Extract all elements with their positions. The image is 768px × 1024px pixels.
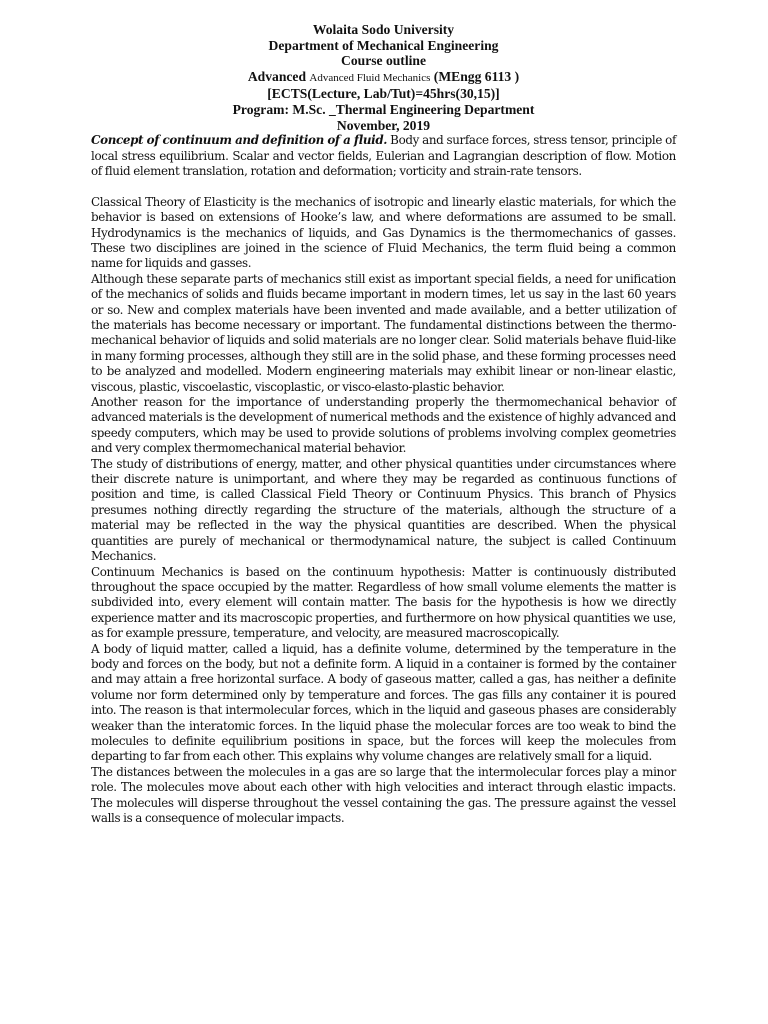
paragraph-elasticity: Classical Theory of Elasticity is the mechanics of isotropic and linearly elastic materials, for which the behavior is based on extensions of Hooke’s law, and where deformations are assumed to be small. Hydrodynamics is the mechanics of liquids, and Gas Dynamics is the thermomechanics of gasses. These two disciplines are joined in the science of Fluid Mechanics, the term fluid being a common name for liquids and gasses. — [91, 194, 676, 271]
intro-lead: Concept of continuum and definition of a fluid. — [91, 133, 388, 148]
paragraph-gap — [91, 179, 676, 194]
course-code: (MEngg 6113 ) — [433, 68, 520, 84]
program-line: Program: M.Sc. _Thermal Engineering Department — [232, 101, 535, 117]
course-name: Advanced Fluid Mechanics — [309, 71, 431, 84]
date-line: November, 2019 — [336, 117, 431, 133]
document-page — [91, 22, 676, 826]
university-name: Wolaita Sodo University — [312, 22, 455, 37]
paragraph-liquid-gas: A body of liquid matter, called a liquid, has a definite volume, determined by the temperature in the body and forces on the body, but not a definite form. A liquid in a container is formed by the container and may attain a free horizontal surface. A body of gaseous matter, called a gas, has neither a definite volume nor form determined only by temperature and forces. The gas fills any container it is poured into. The reason is that intermolecular forces, which in the liquid and gaseous phases are considerably weaker than the interatomic forces. In the liquid phase the molecular forces are too weak to bind the molecules to definite equilibrium positions in space, but the forces will keep the molecules from departing to far from each other. This explains why volume changes are relatively small for a liquid. — [91, 641, 676, 764]
paragraph-continuum-hypothesis: Continuum Mechanics is based on the continuum hypothesis: Matter is continuously distributed throughout the space occupied by the matter. Regardless of how small volume elements the matter is subdivided into, every element will contain matter. The basis for the hypothesis is how we directly experience matter and its macroscopic properties, and furthermore on how physical quantities we use, as for example pressure, temperature, and velocity, are measured macroscopically. — [91, 564, 676, 641]
ects-line: [ECTS(Lecture, Lab/Tut)=45hrs(30,15)] — [267, 86, 500, 102]
intro-paragraph — [91, 133, 676, 179]
course-title-line — [91, 69, 676, 87]
paragraph-gas-molecules: The distances between the molecules in a gas are so large that the intermolecular forces play a minor role. The molecules move about each other with high velocities and interact through elastic impacts. The molecules will disperse throughout the vessel containing the gas. The pressure against the vessel walls is a consequence of molecular impacts. — [91, 764, 676, 826]
document-header — [91, 22, 676, 133]
paragraph-field-theory: The study of distributions of energy, matter, and other physical quantities under circumstances where their discrete nature is unimportant, and where they may be regarded as continuous functions of position and time, is called Classical Field Theory or Continuum Physics. This branch of Physics presumes nothing directly regarding the structure of the materials, although the structure of a material may be reflected in the way the physical quantities are described. When the physical quantities are purely of mechanical or thermodynamical nature, the subject is called Continuum Mechanics. — [91, 456, 676, 564]
paragraph-unification: Although these separate parts of mechanics still exist as important special fields, a need for unification of the mechanics of solids and fluids became important in modern times, let us say in the last 60 years or so. New and complex materials have been invented and made available, and a better utilization of the materials has become necessary or important. The fundamental distinctions between the thermo- mechanical behavior of liquids and solid materials are no longer clear. Solid materials behave fluid-like in many forming processes, although they still are in the solid phase, and these forming processes need to be analyzed and modelled. Modern engineering materials may exhibit linear or non-linear elastic, viscous, plastic, viscoelastic, viscoplastic, or visco-elasto-plastic behavior. — [91, 271, 676, 394]
course-prefix: Advanced — [247, 68, 307, 84]
course-outline-label: Course outline — [341, 53, 426, 69]
intro-text: Body and surface forces, stress tensor, principle of local stress equilibrium. Scalar and vector fields, Eulerian and Lagrangian description of flow. Motion of fluid element translation, rotation and deformation; vorticity and strain-rate tensors. — [91, 133, 676, 178]
department-name: Department of Mechanical Engineering — [268, 37, 499, 53]
paragraph-numerical-methods: Another reason for the importance of understanding properly the thermomechanical behavior of advanced materials is the development of numerical methods and the existence of highly advanced and speedy computers, which may be used to provide solutions of problems involving complex geometries and very complex thermomechanical material behavior. — [91, 395, 676, 456]
